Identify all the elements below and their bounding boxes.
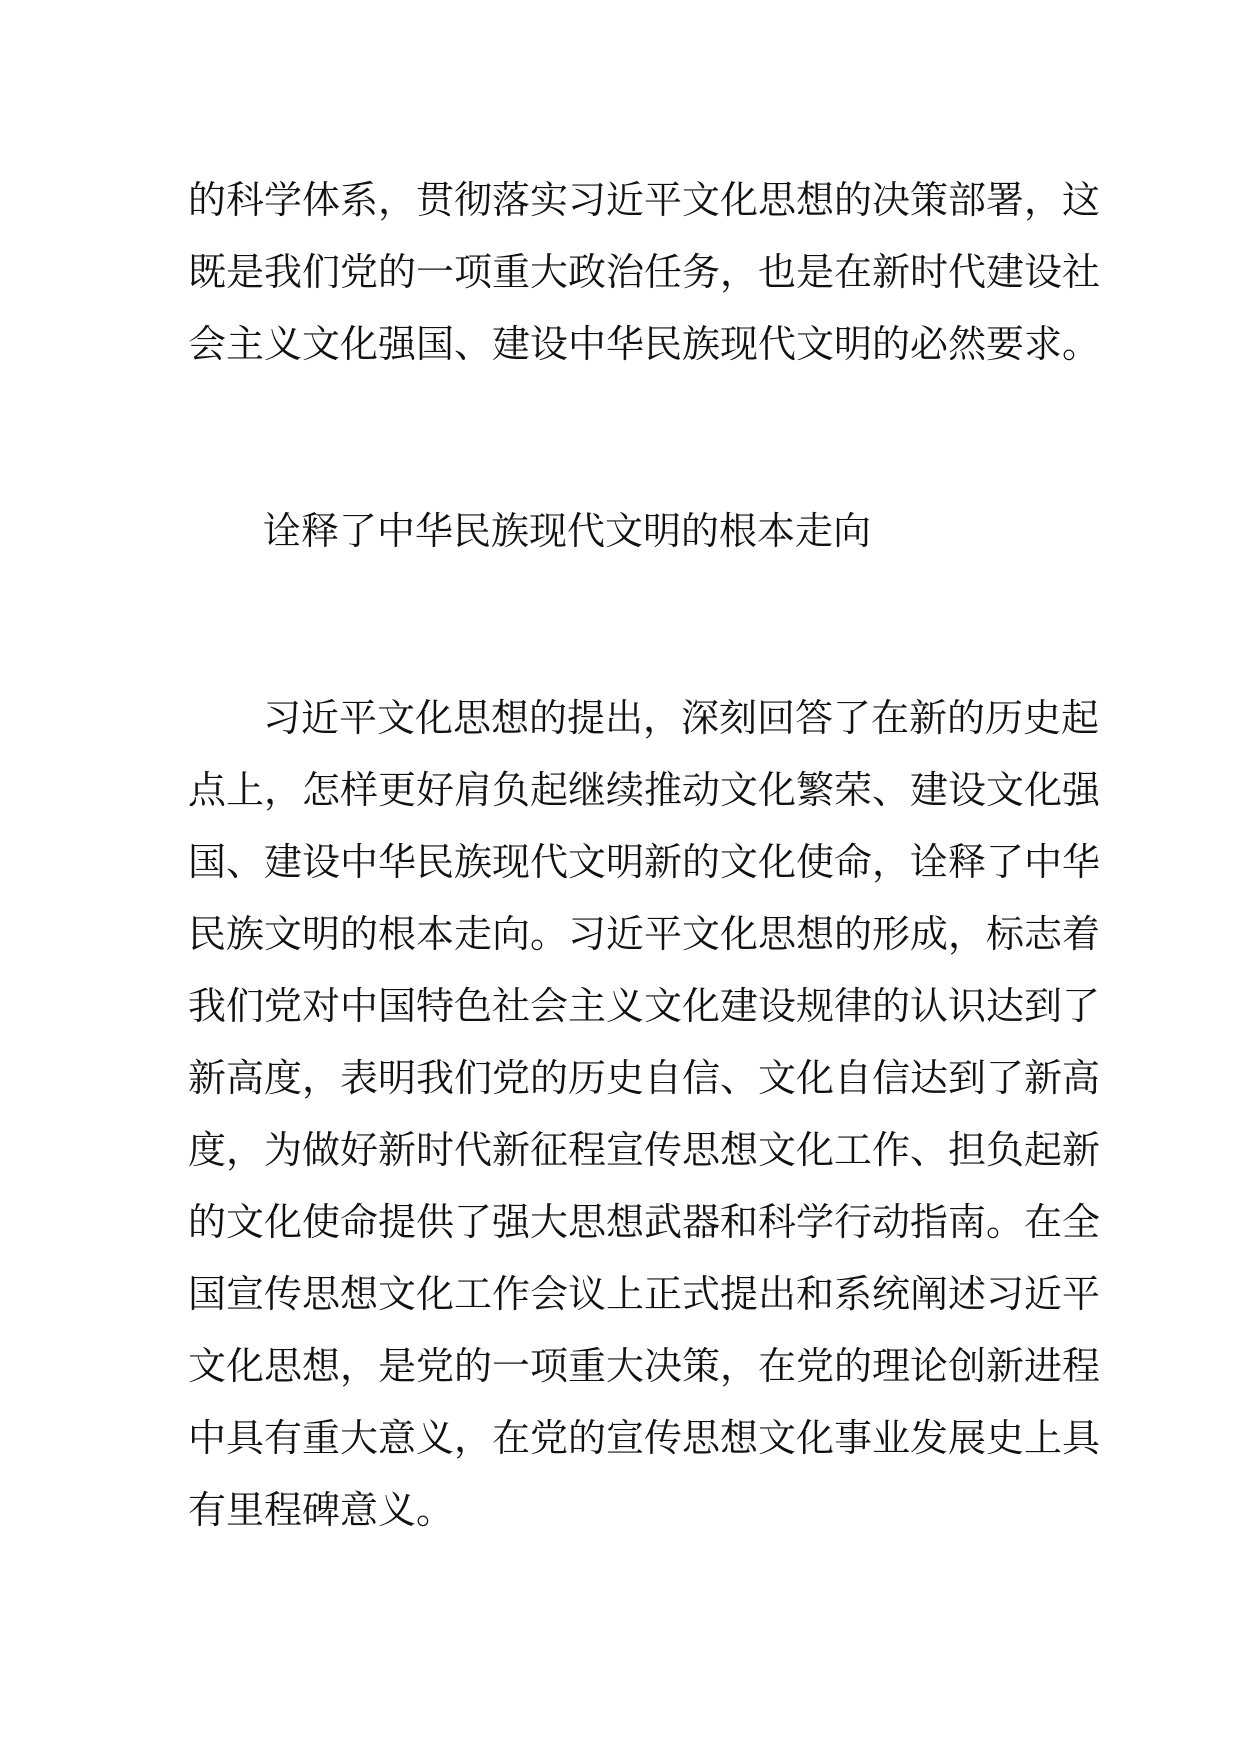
paragraph-2-line-3: 国、建设中华民族现代文明新的文化使命，诠释了中华 (188, 840, 1101, 884)
paragraph-2-line-7: 度，为做好新时代新征程宣传思想文化工作、担负起新 (188, 1128, 1101, 1172)
paragraph-2-line-12: 有里程碑意义。 (188, 1488, 455, 1532)
paragraph-2-line-9: 国宣传思想文化工作会议上正式提出和系统阐述习近平 (188, 1272, 1101, 1316)
paragraph-2-line-11: 中具有重大意义，在党的宣传思想文化事业发展史上具 (188, 1416, 1101, 1460)
paragraph-2-line-10: 文化思想，是党的一项重大决策，在党的理论创新进程 (188, 1344, 1101, 1388)
paragraph-2-line-5: 我们党对中国特色社会主义文化建设规律的认识达到了 (188, 984, 1101, 1028)
paragraph-2-line-6: 新高度，表明我们党的历史自信、文化自信达到了新高 (188, 1056, 1101, 1100)
paragraph-2-line-1: 习近平文化思想的提出，深刻回答了在新的历史起 (263, 696, 1100, 740)
section-heading: 诠释了中华民族现代文明的根本走向 (263, 509, 872, 553)
paragraph-2-line-4: 民族文明的根本走向。习近平文化思想的形成，标志着 (188, 912, 1101, 956)
paragraph-1-line-3: 会主义文化强国、建设中华民族现代文明的必然要求。 (188, 322, 1101, 366)
paragraph-1-line-2: 既是我们党的一项重大政治任务，也是在新时代建设社 (188, 250, 1101, 294)
paragraph-2-line-8: 的文化使命提供了强大思想武器和科学行动指南。在全 (188, 1200, 1101, 1244)
paragraph-2-line-2: 点上，怎样更好肩负起继续推动文化繁荣、建设文化强 (188, 768, 1101, 812)
paragraph-1-line-1: 的科学体系，贯彻落实习近平文化思想的决策部署，这 (188, 178, 1101, 222)
